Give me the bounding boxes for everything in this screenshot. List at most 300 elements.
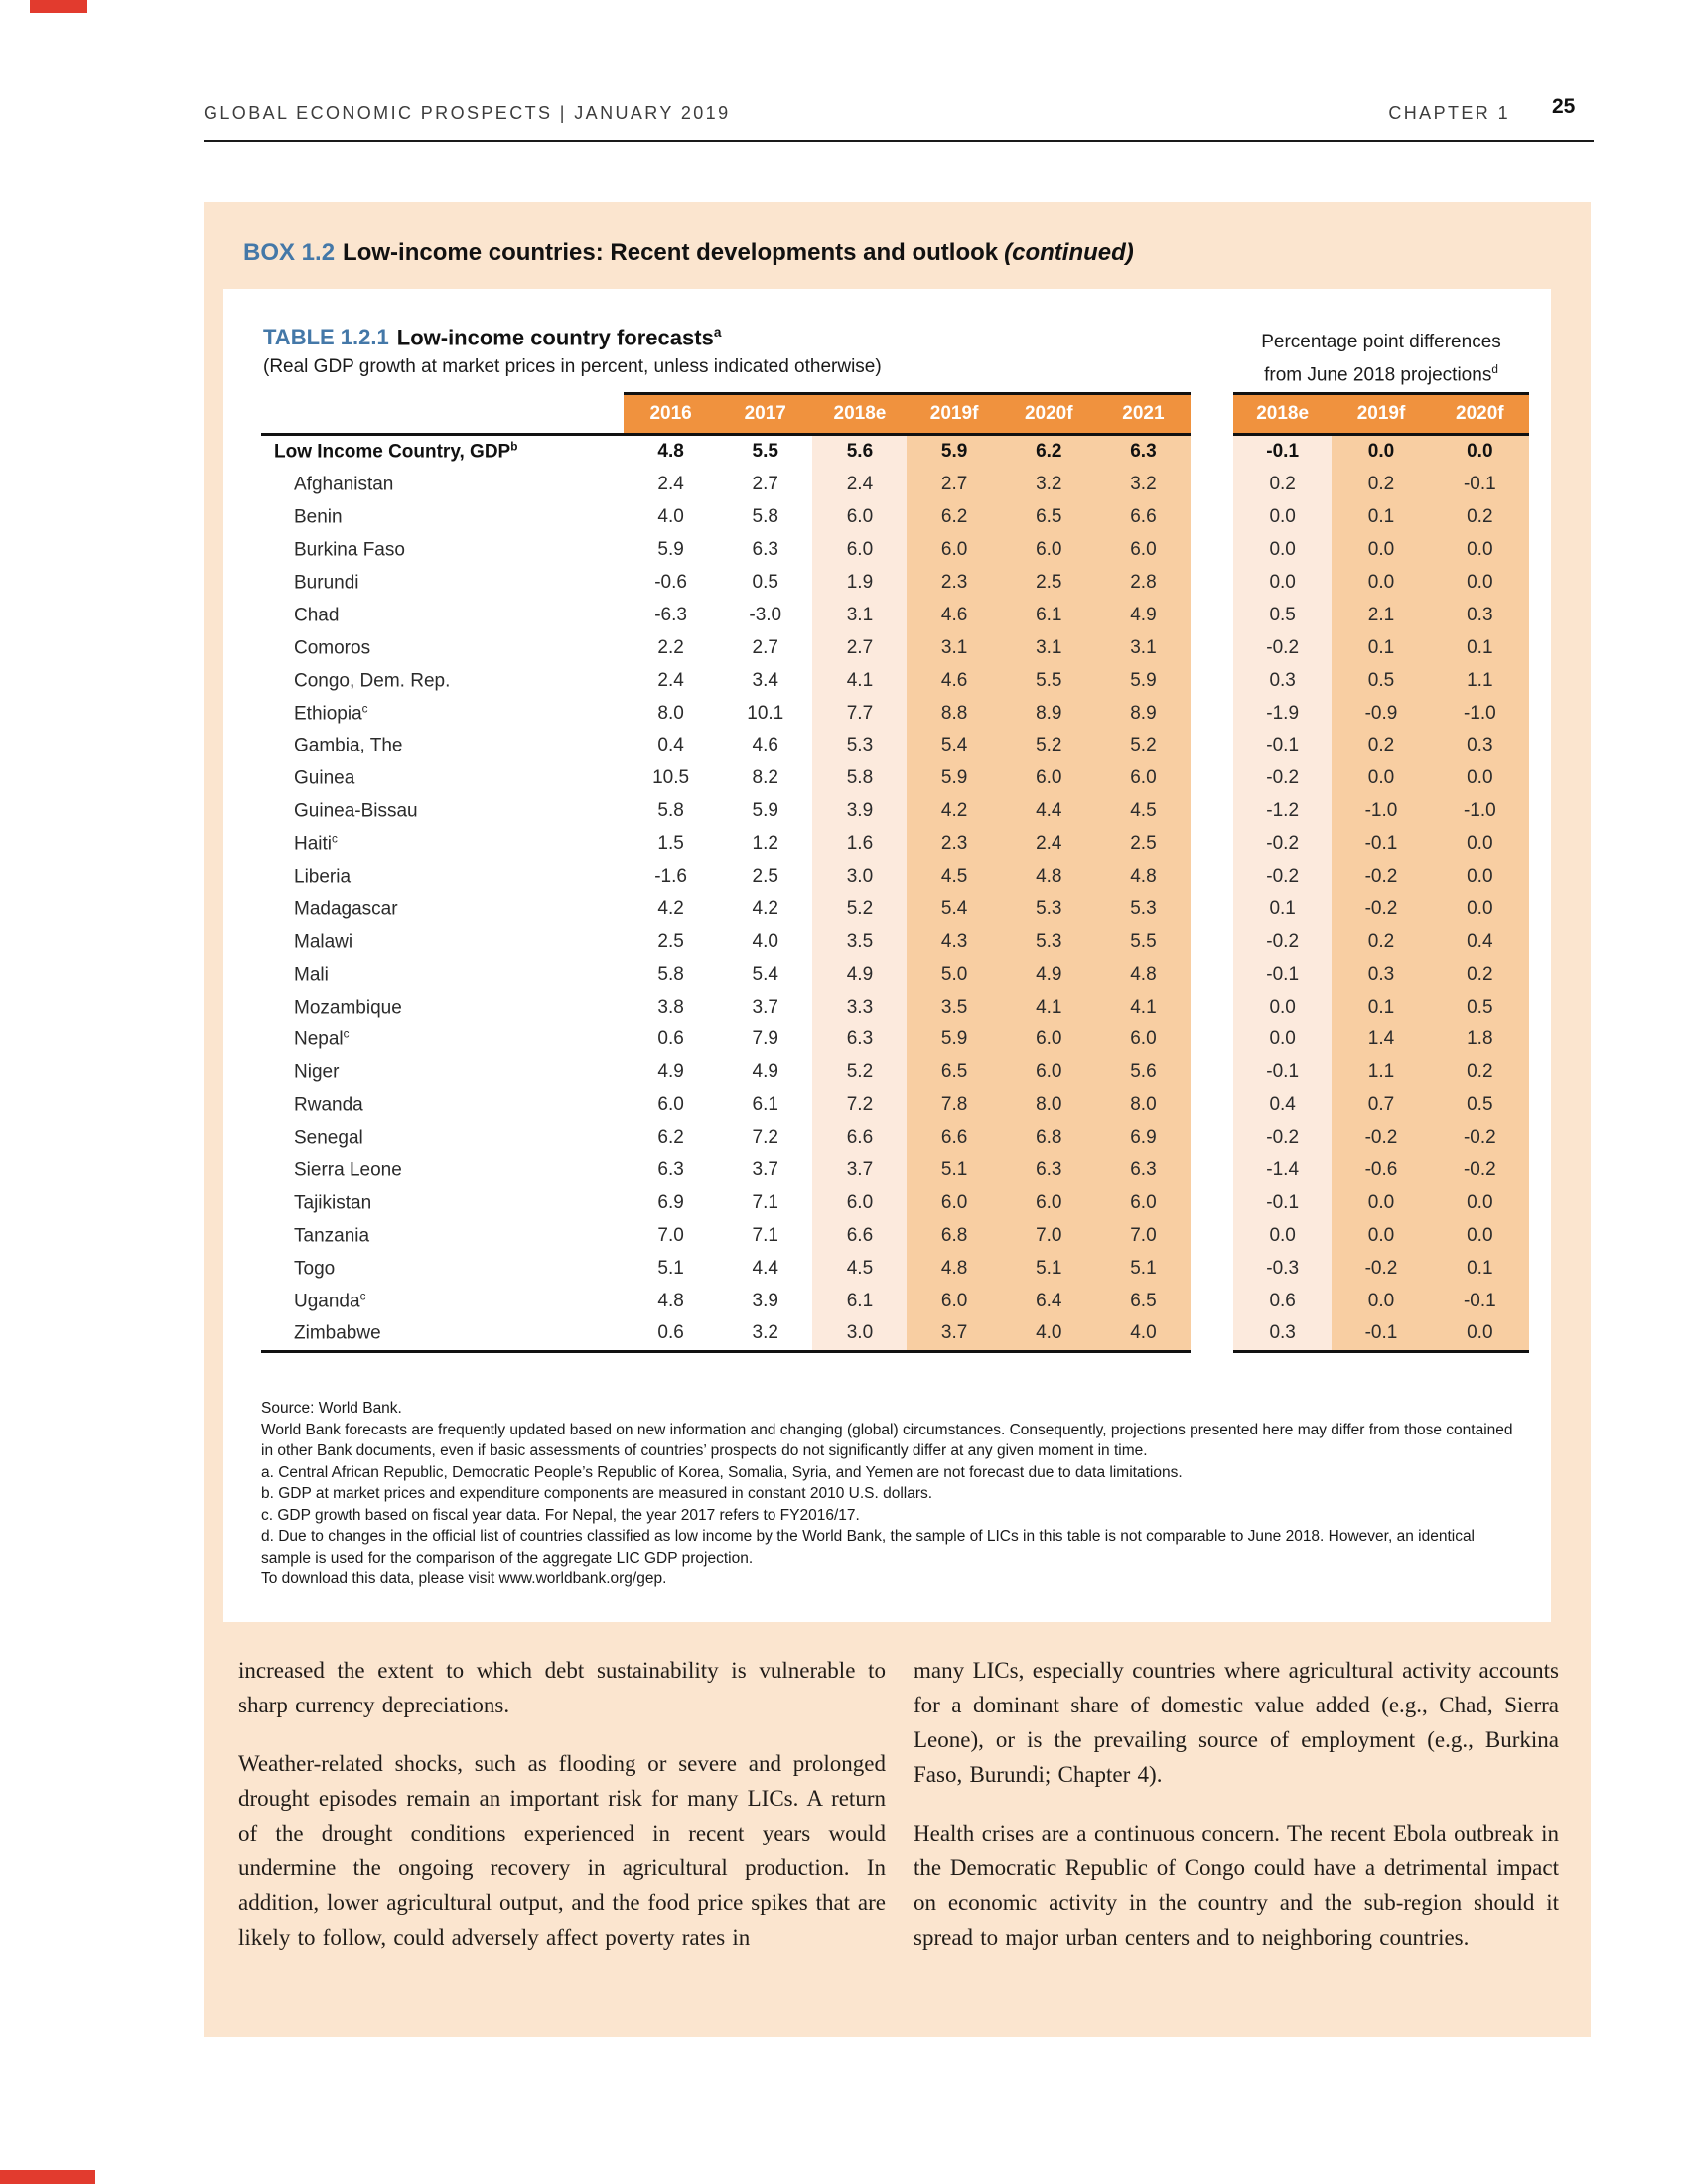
- value-cell: 4.5: [940, 866, 968, 887]
- diff-cell: 0.3: [1467, 735, 1493, 756]
- value-cell: 6.0: [940, 539, 968, 561]
- value-cell: 6.3: [657, 1160, 684, 1181]
- value-cell: 5.2: [846, 897, 874, 919]
- value-cell: 5.4: [940, 897, 968, 919]
- diff-cell: -0.1: [1463, 1290, 1496, 1311]
- value-cell: 4.8: [940, 1257, 968, 1279]
- diff-cell: 1.1: [1367, 1061, 1395, 1083]
- diff-cell: 0.0: [1367, 539, 1395, 561]
- value-cell: 4.9: [846, 963, 874, 985]
- country-name: Tanzania: [294, 1225, 370, 1247]
- growth-values: [624, 631, 1191, 664]
- country-name: Nepal$^c$: [294, 1027, 350, 1051]
- value-cell: 3.7: [846, 1160, 874, 1181]
- diff-cell: 0.1: [1367, 636, 1395, 658]
- diff-cell: -1.0: [1463, 702, 1496, 724]
- diff-cell: -1.0: [1463, 800, 1496, 822]
- growth-values: [624, 1219, 1191, 1252]
- diff-header-line2: from June 2018 projections$^d$: [1264, 363, 1498, 386]
- value-cell: 2.2: [657, 636, 684, 658]
- value-cell: 2.7: [940, 474, 968, 495]
- growth-values: [624, 697, 1191, 730]
- value-cell: -0.6: [654, 572, 687, 593]
- country-name: Burundi: [294, 572, 359, 594]
- country-name: Sierra Leone: [294, 1160, 402, 1181]
- diff-cell: -0.2: [1364, 897, 1398, 919]
- value-cell: 8.9: [1036, 702, 1062, 724]
- value-cell: 6.0: [657, 1094, 684, 1116]
- value-cell: 4.0: [1036, 1322, 1062, 1344]
- diff-values: [1233, 567, 1529, 600]
- note-source: Source: World Bank.: [261, 1400, 402, 1417]
- diff-cell: 0.1: [1467, 1257, 1493, 1279]
- value-cell: 5.1: [657, 1257, 684, 1279]
- diff-cell: 0.2: [1467, 1061, 1493, 1083]
- value-cell: 2.4: [657, 669, 684, 691]
- table-row: [223, 1024, 1551, 1056]
- diff-values: [1233, 991, 1529, 1024]
- value-cell: 6.6: [1130, 506, 1157, 528]
- growth-values: [624, 861, 1191, 893]
- table-title-text: Low-income country forecasts: [396, 325, 714, 350]
- value-cell: 6.1: [846, 1290, 874, 1311]
- value-cell: 3.1: [940, 636, 968, 658]
- diff-cell: -0.1: [1266, 963, 1300, 985]
- value-cell: 6.2: [1036, 441, 1062, 463]
- country-name: Benin: [294, 506, 343, 528]
- diff-cell: -0.2: [1266, 636, 1300, 658]
- year-column-header: 2021: [1122, 403, 1165, 424]
- value-cell: 4.0: [752, 930, 778, 952]
- diff-values: [1233, 1317, 1529, 1350]
- value-cell: 1.6: [846, 833, 874, 855]
- value-cell: 5.8: [846, 767, 874, 789]
- value-cell: 6.0: [1130, 767, 1157, 789]
- value-cell: 4.8: [1130, 866, 1157, 887]
- table-rows: [223, 436, 1551, 1350]
- table-row: [223, 991, 1551, 1024]
- table-row: [223, 567, 1551, 600]
- year-column-header: 2018e: [833, 403, 887, 424]
- value-cell: 5.6: [846, 441, 874, 463]
- value-cell: 6.0: [1036, 1061, 1062, 1083]
- value-cell: 10.1: [747, 702, 784, 724]
- running-header-title: GLOBAL ECONOMIC PROSPECTS | JANUARY 2019: [204, 103, 731, 123]
- value-cell: 2.4: [846, 474, 874, 495]
- growth-values: [624, 1155, 1191, 1187]
- diff-cell: 0.3: [1269, 1322, 1296, 1344]
- country-name: Chad: [294, 605, 340, 626]
- body-left-column: [238, 1653, 886, 1979]
- value-cell: 0.6: [657, 1028, 684, 1050]
- value-cell: -6.3: [654, 604, 687, 625]
- paragraph: Weather-related shocks, such as flooding or severe and prolonged drought episodes remain an important risk for many LICs. A return of the drought conditions experienced in recent years would undermine the ongoing recovery in agricultural production. In addition, lower agricultural output, and the food price spikes that are likely to follow, could adversely affect poverty rates in: [238, 1751, 886, 1950]
- bleed-mark-bottom-left: [0, 2170, 95, 2184]
- table-row: [223, 861, 1551, 893]
- growth-values: [624, 501, 1191, 534]
- growth-values: [624, 1285, 1191, 1317]
- diff-values: [1233, 1186, 1529, 1219]
- table-row: [223, 1056, 1551, 1089]
- value-cell: 3.0: [846, 866, 874, 887]
- diff-cell: 0.4: [1269, 1094, 1296, 1116]
- value-cell: 4.8: [657, 1290, 684, 1311]
- diff-cell: -0.1: [1266, 1191, 1300, 1213]
- value-cell: 8.0: [1130, 1094, 1157, 1116]
- note-disclaimer: World Bank forecasts are frequently updated based on new information and changing (global) circumstances. Consequently, projections presented here may differ from those contained in other Bank documents, even if basic assessments of countries’ prospects do not significantly differ at any given moment in time.: [261, 1421, 1513, 1459]
- page-number: 25: [1552, 95, 1576, 118]
- country-superscript: c: [359, 1289, 366, 1302]
- diff-values: [1233, 599, 1529, 631]
- value-cell: 3.7: [752, 1160, 778, 1181]
- value-cell: 6.2: [940, 506, 968, 528]
- country-name: Tajikistan: [294, 1192, 372, 1214]
- value-cell: 2.4: [657, 474, 684, 495]
- diff-cell: 0.5: [1467, 996, 1493, 1018]
- value-cell: 4.8: [1036, 866, 1062, 887]
- growth-values: [624, 599, 1191, 631]
- country-name: Liberia: [294, 866, 352, 887]
- note-a: a. Central African Republic, Democratic People’s Republic of Korea, Somalia, Syria, and Yemen are not forecast due to data limitations.: [261, 1463, 1183, 1481]
- diff-cell: -0.1: [1266, 1061, 1300, 1083]
- country-name: Uganda$^c$: [294, 1289, 366, 1312]
- value-cell: 0.6: [657, 1322, 684, 1344]
- value-cell: 5.9: [940, 767, 968, 789]
- growth-values: [624, 664, 1191, 697]
- diff-cell: 0.5: [1467, 1094, 1493, 1116]
- diff-cell: -0.2: [1266, 833, 1300, 855]
- table-rule-bottom-right: [1233, 1350, 1529, 1353]
- value-cell: 5.2: [846, 1061, 874, 1083]
- value-cell: 6.3: [1130, 1160, 1157, 1181]
- value-cell: 4.3: [940, 930, 968, 952]
- value-cell: 1.9: [846, 572, 874, 593]
- country-name: Burkina Faso: [294, 539, 405, 561]
- value-cell: 3.2: [1036, 474, 1062, 495]
- bleed-mark-top-left: [30, 0, 87, 13]
- value-cell: 4.2: [657, 897, 684, 919]
- year-column-header: 2017: [744, 403, 786, 424]
- table-row: [223, 501, 1551, 534]
- growth-values: [624, 892, 1191, 925]
- value-cell: 6.0: [1036, 1028, 1062, 1050]
- value-cell: 3.7: [940, 1322, 968, 1344]
- table-row: [223, 892, 1551, 925]
- value-cell: 5.0: [940, 963, 968, 985]
- value-cell: 8.0: [1036, 1094, 1062, 1116]
- diff-cell: -0.1: [1266, 735, 1300, 756]
- diff-cell: 0.2: [1367, 474, 1395, 495]
- diff-cell: 1.8: [1467, 1028, 1493, 1050]
- year-header-left: [624, 395, 1191, 433]
- country-name: Rwanda: [294, 1094, 363, 1116]
- diff-values: [1233, 697, 1529, 730]
- country-superscript: c: [343, 1027, 350, 1041]
- value-cell: 5.1: [1130, 1257, 1157, 1279]
- value-cell: 4.1: [1130, 996, 1157, 1018]
- diff-cell: -0.1: [1364, 833, 1398, 855]
- table-row: [223, 795, 1551, 828]
- diff-cell: -0.3: [1266, 1257, 1300, 1279]
- value-cell: 2.5: [657, 930, 684, 952]
- diff-values: [1233, 1155, 1529, 1187]
- diff-cell: 0.5: [1269, 604, 1296, 625]
- paragraph: increased the extent to which debt sustainability is vulnerable to sharp currency depreciations.: [238, 1658, 886, 1717]
- value-cell: 6.0: [1130, 1191, 1157, 1213]
- diff-values: [1233, 958, 1529, 991]
- country-superscript: b: [510, 440, 518, 454]
- country-name: Afghanistan: [294, 474, 394, 495]
- country-name: Mali: [294, 964, 329, 986]
- diff-cell: 0.1: [1467, 636, 1493, 658]
- body-right-column: [914, 1653, 1559, 1979]
- value-cell: 7.0: [1130, 1224, 1157, 1246]
- country-name: Congo, Dem. Rep.: [294, 670, 451, 692]
- diff-values: [1233, 730, 1529, 762]
- diff-values: [1233, 1122, 1529, 1155]
- box-label: BOX 1.2: [243, 239, 336, 266]
- country-name: Madagascar: [294, 898, 398, 920]
- diff-cell: 0.0: [1367, 441, 1395, 463]
- diff-cell: 0.0: [1367, 572, 1395, 593]
- diff-values: [1233, 861, 1529, 893]
- table-row: [223, 925, 1551, 958]
- note-download: To download this data, please visit www.worldbank.org/gep.: [261, 1570, 667, 1587]
- diff-cell: -0.6: [1364, 1160, 1398, 1181]
- diff-cell: -0.1: [1463, 474, 1496, 495]
- diff-cell: 0.5: [1367, 669, 1395, 691]
- value-cell: 4.4: [1036, 800, 1062, 822]
- value-cell: 5.5: [1130, 930, 1157, 952]
- growth-values: [624, 436, 1191, 469]
- value-cell: 3.2: [1130, 474, 1157, 495]
- value-cell: 6.3: [846, 1028, 874, 1050]
- value-cell: 5.4: [940, 735, 968, 756]
- value-cell: 3.0: [846, 1322, 874, 1344]
- value-cell: 8.8: [940, 702, 968, 724]
- diff-cell: -1.2: [1266, 800, 1300, 822]
- paragraph: many LICs, especially countries where agricultural activity accounts for a dominant share of domestic value added (e.g., Chad, Sierra Leone), or is the prevailing source of employment (e.g., Burkina Faso, Burundi; Chapter 4).: [914, 1658, 1559, 1787]
- diff-values: [1233, 795, 1529, 828]
- value-cell: -1.6: [654, 866, 687, 887]
- value-cell: 6.4: [1036, 1290, 1062, 1311]
- country-name: Malawi: [294, 931, 353, 953]
- diff-cell: 0.0: [1467, 833, 1493, 855]
- value-cell: 4.9: [1036, 963, 1062, 985]
- value-cell: 7.0: [657, 1224, 684, 1246]
- diff-cell: 0.1: [1367, 996, 1395, 1018]
- diff-values: [1233, 631, 1529, 664]
- value-cell: 6.0: [1036, 1191, 1062, 1213]
- value-cell: 7.0: [1036, 1224, 1062, 1246]
- value-cell: 6.6: [846, 1127, 874, 1149]
- value-cell: 7.2: [846, 1094, 874, 1116]
- diff-cell: 0.3: [1269, 669, 1296, 691]
- value-cell: 6.2: [657, 1127, 684, 1149]
- diff-values: [1233, 1252, 1529, 1285]
- table-label: TABLE 1.2.1: [263, 325, 389, 350]
- value-cell: 4.9: [1130, 604, 1157, 625]
- note-b: b. GDP at market prices and expenditure components are measured in constant 2010 U.S. dollars.: [261, 1485, 933, 1502]
- country-name: Guinea: [294, 768, 355, 790]
- value-cell: 5.5: [1036, 669, 1062, 691]
- diff-cell: 0.0: [1467, 866, 1493, 887]
- growth-values: [624, 1122, 1191, 1155]
- diff-values: [1233, 501, 1529, 534]
- diff-values: [1233, 1056, 1529, 1089]
- year-column-header: 2019f: [1356, 403, 1406, 424]
- value-cell: 2.7: [846, 636, 874, 658]
- value-cell: 4.4: [752, 1257, 778, 1279]
- country-name: Zimbabwe: [294, 1323, 381, 1345]
- country-name: Togo: [294, 1258, 336, 1280]
- growth-values: [624, 762, 1191, 795]
- table-rule-bottom-left: [261, 1350, 1191, 1353]
- growth-values: [624, 567, 1191, 600]
- diff-cell: 0.6: [1269, 1290, 1296, 1311]
- diff-header-superscript: d: [1491, 363, 1498, 376]
- growth-values: [624, 1186, 1191, 1219]
- diff-values: [1233, 828, 1529, 861]
- year-header-right: [1233, 395, 1529, 433]
- header-rule: [204, 140, 1594, 142]
- growth-values: [624, 795, 1191, 828]
- growth-values: [624, 1317, 1191, 1350]
- country-name: Senegal: [294, 1127, 363, 1149]
- box-container: [204, 202, 1591, 2037]
- value-cell: 2.5: [752, 866, 778, 887]
- diff-cell: 0.0: [1467, 1191, 1493, 1213]
- year-column-header: 2016: [649, 403, 692, 424]
- value-cell: 6.0: [1036, 539, 1062, 561]
- value-cell: 3.3: [846, 996, 874, 1018]
- table-title: [263, 325, 721, 350]
- box-title-continued: (continued): [1004, 239, 1134, 266]
- growth-values: [624, 828, 1191, 861]
- diff-cell: 0.0: [1467, 441, 1493, 463]
- value-cell: 3.5: [846, 930, 874, 952]
- value-cell: 6.0: [1036, 767, 1062, 789]
- diff-header-line1: Percentage point differences: [1261, 332, 1501, 352]
- diff-cell: 0.1: [1269, 897, 1296, 919]
- value-cell: 5.6: [1130, 1061, 1157, 1083]
- diff-values: [1233, 436, 1529, 469]
- growth-values: [624, 1252, 1191, 1285]
- paragraph: Health crises are a continuous concern. The recent Ebola outbreak in the Democratic Republic of Congo could have a detrimental impact on economic activity in the country and the sub-region should it spread to major urban centers and to neighboring countries.: [914, 1821, 1559, 1950]
- diff-cell: 0.1: [1367, 506, 1395, 528]
- country-name: Ethiopia$^c$: [294, 701, 368, 725]
- diff-cell: -0.1: [1266, 441, 1300, 463]
- diff-values: [1233, 1285, 1529, 1317]
- table-row: [223, 1089, 1551, 1122]
- year-column-header: 2020f: [1024, 403, 1073, 424]
- value-cell: 6.8: [1036, 1127, 1062, 1149]
- value-cell: 6.0: [846, 1191, 874, 1213]
- value-cell: 6.3: [1036, 1160, 1062, 1181]
- table-row: [223, 1317, 1551, 1350]
- diff-cell: 1.1: [1467, 669, 1493, 691]
- value-cell: 7.2: [752, 1127, 778, 1149]
- diff-cell: 0.0: [1269, 539, 1296, 561]
- value-cell: 7.7: [846, 702, 874, 724]
- diff-cell: 0.0: [1367, 767, 1395, 789]
- country-name: Gambia, The: [294, 736, 403, 757]
- value-cell: 4.8: [1130, 963, 1157, 985]
- diff-values: [1233, 892, 1529, 925]
- value-cell: 3.2: [752, 1322, 778, 1344]
- value-cell: 6.3: [1130, 441, 1157, 463]
- table-row: [223, 436, 1551, 469]
- value-cell: 4.8: [657, 441, 684, 463]
- table-panel: [223, 289, 1551, 1622]
- value-cell: 0.4: [657, 735, 684, 756]
- diff-cell: 0.0: [1367, 1290, 1395, 1311]
- diff-cell: 0.2: [1467, 963, 1493, 985]
- table-row: [223, 599, 1551, 631]
- value-cell: 6.5: [1130, 1290, 1157, 1311]
- country-name: Mozambique: [294, 997, 402, 1019]
- value-cell: 3.9: [752, 1290, 778, 1311]
- diff-cell: 1.4: [1367, 1028, 1395, 1050]
- note-d: d. Due to changes in the official list of countries classified as low income by the World Bank, the sample of LICs in this table is not comparable to June 2018. However, an identical sample is used for the comparison of the aggregate LIC GDP projection.: [261, 1528, 1476, 1567]
- diff-cell: -0.2: [1266, 930, 1300, 952]
- diff-cell: 0.2: [1367, 735, 1395, 756]
- table-row: [223, 762, 1551, 795]
- growth-values: [624, 1024, 1191, 1056]
- diff-cell: 0.2: [1269, 474, 1296, 495]
- growth-values: [624, 469, 1191, 501]
- value-cell: 7.1: [752, 1224, 778, 1246]
- table-row: [223, 1155, 1551, 1187]
- diff-cell: 0.0: [1367, 1191, 1395, 1213]
- year-column-header: 2019f: [929, 403, 979, 424]
- diff-cell: 0.0: [1467, 572, 1493, 593]
- diff-cell: -0.2: [1364, 1257, 1398, 1279]
- diff-cell: 0.0: [1467, 897, 1493, 919]
- value-cell: 2.3: [940, 572, 968, 593]
- value-cell: 4.9: [657, 1061, 684, 1083]
- value-cell: 4.6: [940, 669, 968, 691]
- value-cell: 6.1: [752, 1094, 778, 1116]
- value-cell: 5.1: [940, 1160, 968, 1181]
- value-cell: 5.9: [940, 1028, 968, 1050]
- diff-cell: 0.0: [1467, 1224, 1493, 1246]
- value-cell: 3.1: [1036, 636, 1062, 658]
- value-cell: 4.1: [1036, 996, 1062, 1018]
- growth-values: [624, 925, 1191, 958]
- value-cell: 6.3: [752, 539, 778, 561]
- table-title-superscript: a: [713, 325, 722, 340]
- value-cell: 6.8: [940, 1224, 968, 1246]
- table-subtitle: (Real GDP growth at market prices in percent, unless indicated otherwise): [263, 356, 882, 377]
- value-cell: 6.5: [1036, 506, 1062, 528]
- diff-cell: -0.2: [1266, 767, 1300, 789]
- diff-cell: -1.4: [1266, 1160, 1300, 1181]
- table-row: [223, 664, 1551, 697]
- value-cell: 5.2: [1130, 735, 1157, 756]
- table-row: [223, 1252, 1551, 1285]
- value-cell: 7.8: [940, 1094, 968, 1116]
- diff-values: [1233, 534, 1529, 567]
- value-cell: 8.0: [657, 702, 684, 724]
- diff-cell: -0.2: [1364, 866, 1398, 887]
- diff-values: [1233, 469, 1529, 501]
- growth-values: [624, 534, 1191, 567]
- value-cell: 2.4: [1036, 833, 1062, 855]
- value-cell: -3.0: [749, 604, 782, 625]
- table-row: [223, 1186, 1551, 1219]
- value-cell: 5.3: [1130, 897, 1157, 919]
